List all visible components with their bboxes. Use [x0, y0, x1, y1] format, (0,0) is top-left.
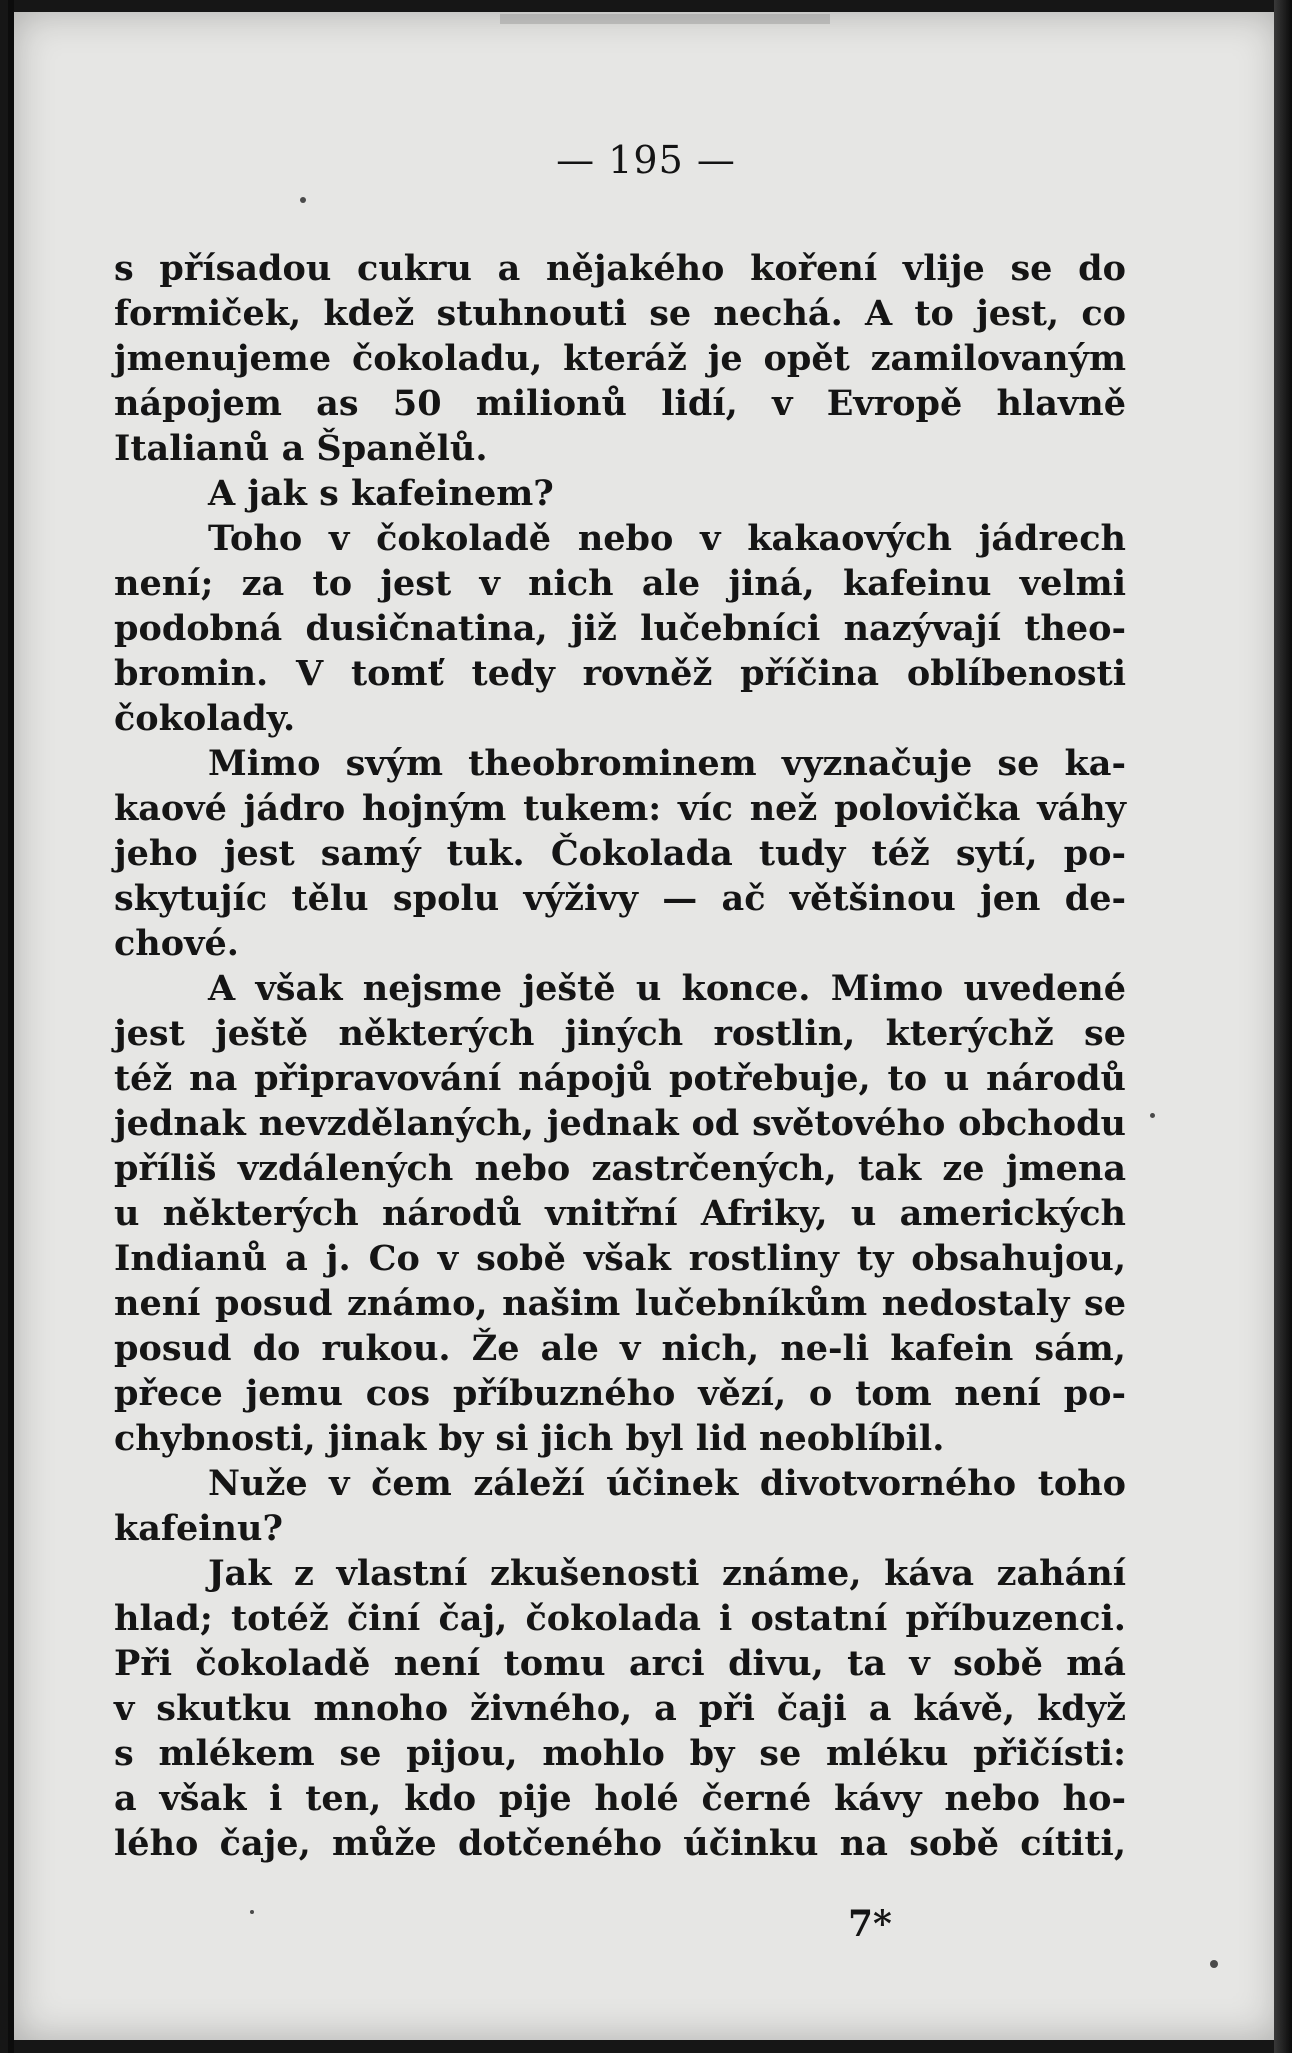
text-line: hlad; totéž činí čaj, čokolada i ostatní příbuzenci. — [114, 1598, 1126, 1639]
text-line: podobná dusičnatina, již lučebníci nazývají theo- — [114, 608, 1126, 649]
text-line: přece jemu cos příbuzného vězí, o tom není po- — [114, 1373, 1126, 1414]
page-right-edge — [1274, 0, 1292, 2053]
text-line: bromin. V tomť tedy rovněž příčina oblíbenosti — [114, 653, 1126, 694]
ink-speck — [300, 197, 306, 203]
text-line: Italianů a Španělů. — [114, 428, 488, 469]
page-number-header: — 195 — — [556, 138, 736, 182]
ink-speck — [1150, 1113, 1155, 1118]
text-line: jednak nevzdělaných, jednak od světového obchodu — [114, 1103, 1126, 1144]
top-smudge — [500, 14, 830, 24]
text-line: Při čokoladě není tomu arci divu, ta v sobě má — [114, 1643, 1126, 1684]
text-line: příliš vzdálených nebo zastrčených, tak ze jmena — [114, 1148, 1126, 1189]
text-line: není; za to jest v nich ale jiná, kafeinu velmi — [114, 563, 1126, 604]
text-line: formiček, kdež stuhnouti se nechá. A to jest, co — [114, 293, 1126, 334]
ink-speck — [1210, 1960, 1218, 1968]
text-line: Toho v čokoladě nebo v kakaových jádrech — [208, 518, 1126, 559]
text-line: s mlékem se pijou, mohlo by se mléku přičísti: — [114, 1733, 1126, 1774]
text-line: s přísadou cukru a nějakého koření vlije se do — [114, 248, 1126, 289]
text-line: A jak s kafeinem? — [208, 473, 554, 514]
text-line: chybnosti, jinak by si jich byl lid neoblíbil. — [114, 1418, 945, 1459]
text-line: též na připravování nápojů potřebuje, to u národů — [114, 1058, 1126, 1099]
text-line: čokolady. — [114, 698, 296, 739]
text-line: nápojem as 50 milionů lidí, v Evropě hlavně — [114, 383, 1126, 424]
text-line: posud do rukou. Že ale v nich, ne-li kafein sám, — [114, 1328, 1126, 1369]
body-text — [114, 246, 1126, 1866]
text-line: a však i ten, kdo pije holé černé kávy nebo ho- — [114, 1778, 1126, 1819]
text-line: jmenujeme čokoladu, kteráž je opět zamilovaným — [114, 338, 1126, 379]
signature-mark: 7* — [848, 1903, 892, 1945]
text-line: jeho jest samý tuk. Čokolada tudy též sytí, po- — [114, 833, 1126, 874]
text-line: Indianů a j. Co v sobě však rostliny ty obsahujou, — [114, 1238, 1126, 1279]
text-line: Nuže v čem záleží účinek divotvorného toho — [208, 1463, 1126, 1504]
text-line: kafeinu? — [114, 1508, 283, 1549]
text-line: lého čaje, může dotčeného účinku na sobě cítiti, — [114, 1823, 1126, 1864]
text-line: u některých národů vnitřní Afriky, u amerických — [114, 1193, 1126, 1234]
text-line: Jak z vlastní zkušenosti známe, káva zahání — [208, 1553, 1126, 1594]
text-line: kaové jádro hojným tukem: víc než polovička váhy — [114, 788, 1126, 829]
text-line: v skutku mnoho živného, a při čaji a kávě, když — [114, 1688, 1126, 1729]
text-line: Mimo svým theobrominem vyznačuje se ka- — [208, 743, 1126, 784]
text-line: skytujíc tělu spolu výživy — ač většinou jen de- — [114, 878, 1126, 919]
ink-speck — [250, 1910, 254, 1914]
text-line: chové. — [114, 923, 239, 964]
text-line: A však nejsme ještě u konce. Mimo uvedené — [208, 968, 1126, 1009]
text-line: jest ještě některých jiných rostlin, kterýchž se — [114, 1013, 1126, 1054]
text-line: není posud známo, našim lučebníkům nedostaly se — [114, 1283, 1126, 1324]
